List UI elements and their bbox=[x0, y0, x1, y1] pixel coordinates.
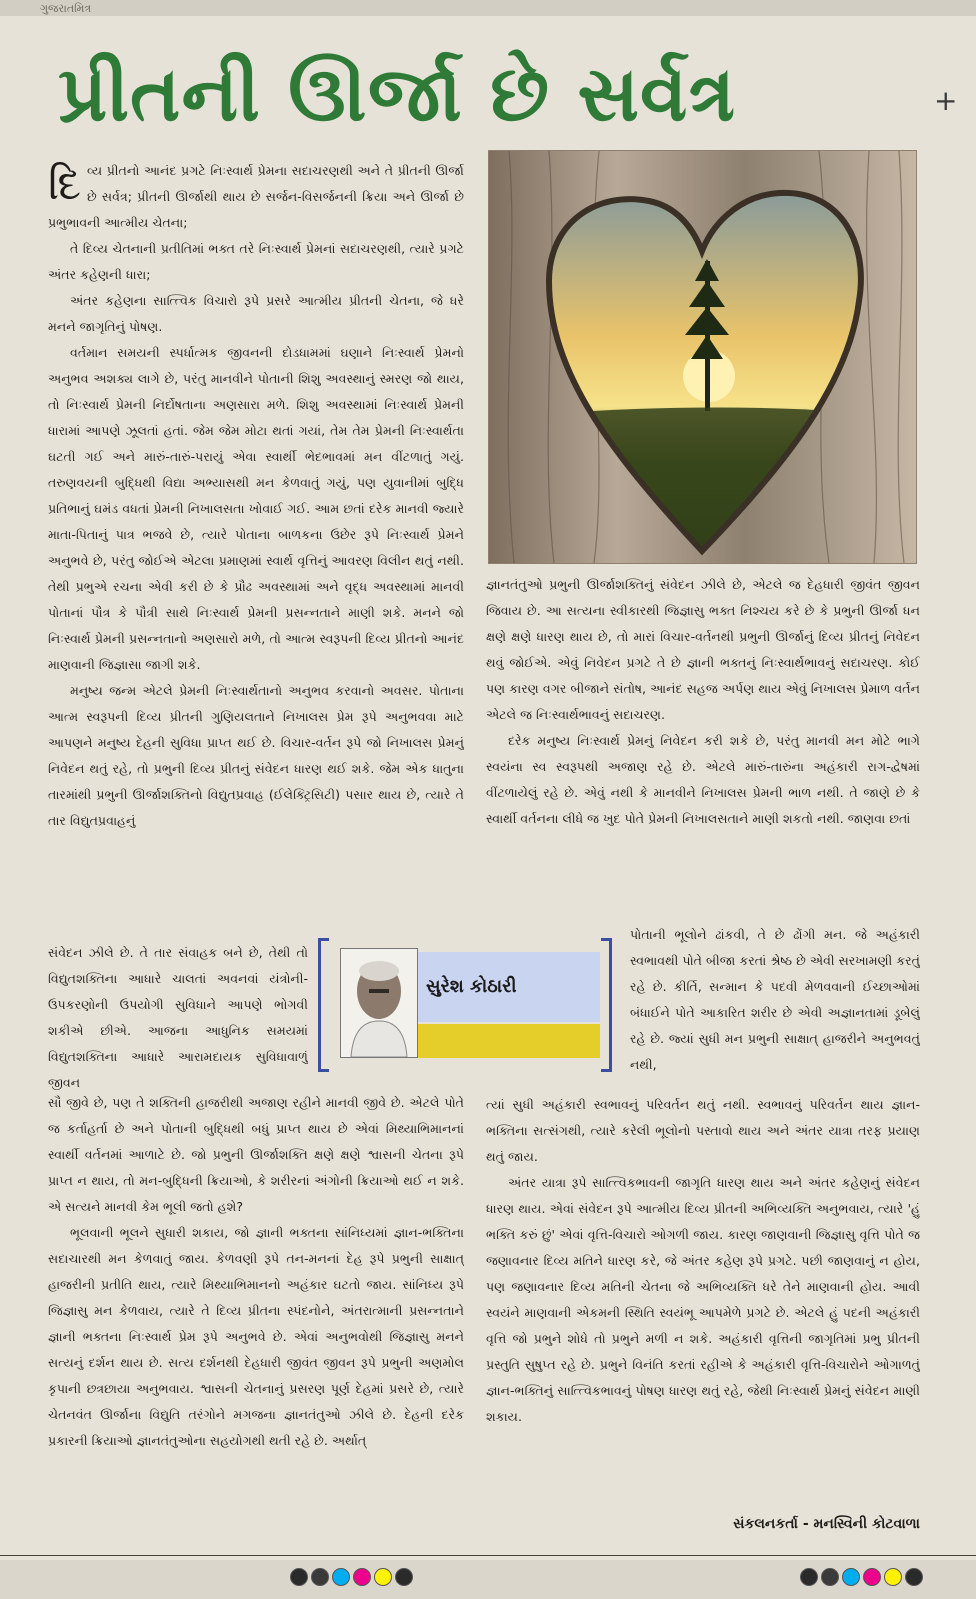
print-dot bbox=[821, 1568, 839, 1586]
article-paragraph: ત્યાં સુધી અહંકારી સ્વભાવનું પરિવર્તન થતું નથી. સ્વભાવનું પરિવર્તન થાય જ્ઞાન-ભક્તિના સત્સંગથી, ત્યારે કરેલી ભૂલોનો પસ્તાવો થાય અને અંતર યાત્રા તરફ પ્રયાણ થતું જાય. bbox=[486, 1097, 920, 1164]
article-column-right-narrow bbox=[630, 922, 920, 1092]
article-paragraph: અંતર યાત્રા રૂપે સાત્ત્વિકભાવની જાગૃતિ ધારણ થાય અને અંતર કહેણનું સંવેદન ધારણ થાય. એવાં સંવેદન રૂપે આત્મીય દિવ્ય પ્રીતની અભિવ્યક્તિ અનુભવાય, ત્યારે 'હું ભક્તિ કરું છું' એવાં વૃત્તિ-વિચારો ઓગળી જાય. કારણ જાણવાની જિજ્ઞાસુ વૃત્તિ પોતે જ જણાવનાર દિવ્ય મતિને ધારણ કરે, જે અંતર કહેણ રૂપે પ્રગટે. પછી જાણવાનું ન હોય, પણ જણાવનાર દિવ્ય મતિની ચેતના જે અભિવ્યક્તિ ધરે તેને માણવાની હોય. આવી સ્વયંને માણવાની એકમની સ્થિતિ સ્વયંભૂ આપમેળે પ્રગટે છે. એટલે હું પદની અહંકારી વૃત્તિ જો પ્રભુને શોધે તો પ્રભુને મળી ન શકે. અહંકારી વૃત્તિની જાગૃતિમાં પ્રભુ પ્રીતની પ્રસ્તુતિ સુષુપ્ત રહે છે. પ્રભુને વિનંતિ કરતાં રહીએ કે અહંકારી વૃત્તિ-વિચારોને ઓગાળતું જ્ઞાન-ભક્તિનું સાત્ત્વિકભાવનું પોષણ ધારણ થતું રહે, જેથી નિઃસ્વાર્થ પ્રેમનું સંવેદન માણી શકાય. bbox=[486, 1175, 920, 1424]
article-paragraph: જ્ઞાનતંતુઓ પ્રભુની ઊર્જાશક્તિનું સંવેદન ઝીલે છે, એટલે જ દેહધારી જીવંત જીવન જિવાય છે. આ સત્યના સ્વીકારથી જિજ્ઞાસુ ભક્ત નિશ્ચય કરે છે કે પ્રભુની ઊર્જા ધન ક્ષણે ક્ષણે ધારણ થાય છે, તો મારાં વિચાર-વર્તનથી પ્રભુની ઊર્જાનું દિવ્ય પ્રીતનું નિવેદન થવું જોઈએ. એવું નિવેદન પ્રગટે તે છે જ્ઞાની ભક્તનું નિઃસ્વાર્થભાવનું સદાચરણ. કોઈ પણ કારણ વગર બીજાને સંતોષ, આનંદ સહજ અર્પણ થાય એવું નિખાલસ પ્રેમાળ વર્તન એટલે જ નિઃસ્વાર્થભાવનું સદાચરણ. bbox=[486, 577, 920, 722]
article-paragraph: સંવેદન ઝીલે છે. તે તાર સંવાહક બને છે, તેથી તો વિદ્યુતશક્તિના આધારે ચાલતાં અવનવાં યંત્રોની-ઉપકરણોની ઉપયોગી સુવિધાને આપણે ભોગવી શકીએ છીએ. આજના આધુનિક સમયમાં વિદ્યુતશક્તિના આધારે આરામદાયક સુવિધાવાળું જીવન bbox=[48, 945, 308, 1090]
article-paragraph: મનુષ્ય જન્મ એટલે પ્રેમની નિઃસ્વાર્થતાનો અનુભવ કરવાનો અવસર. પોતાના આત્મ સ્વરૂપની દિવ્ય પ્રીતની ગુણિયલતાને નિખાલસ પ્રેમ રૂપે અનુભવવા માટે આપણને મનુષ્ય દેહની સુવિધા પ્રાપ્ત થઈ છે. વિચાર-વર્તન રૂપે જો નિખાલસ પ્રેમનું નિવેદન થતું રહે, તો પ્રભુની દિવ્ય પ્રીતનું સંવેદન ધારણ થઈ શકે. જેમ એક ધાતુના તારમાંથી પ્રભુની ઊર્જાશક્તિનો વિદ્યુતપ્રવાહ (ઈલેક્ટ્રિસિટી) પસાર થાય છે, ત્યારે તે તાર વિદ્યુતપ્રવાહનું bbox=[48, 683, 464, 828]
heart-wood-photo bbox=[488, 150, 917, 564]
author-portrait bbox=[340, 948, 418, 1058]
print-dot bbox=[800, 1568, 818, 1586]
dropcap: દિ bbox=[48, 160, 81, 209]
author-name: સુરેશ કોઠારી bbox=[426, 976, 517, 997]
article-paragraph: તે દિવ્ય ચેતનાની પ્રતીતિમાં ભક્ત તરે નિઃસ્વાર્થ પ્રેમનાં સદાચરણથી, ત્યારે પ્રગટે અંતર કહેણની ધારા; bbox=[48, 241, 464, 282]
article-column-left bbox=[48, 158, 464, 938]
print-dot bbox=[842, 1568, 860, 1586]
author-accent-band bbox=[418, 1024, 600, 1058]
article-column-right-bottom bbox=[486, 1092, 920, 1512]
article-column-right-top bbox=[486, 572, 920, 922]
print-dot bbox=[311, 1568, 329, 1586]
author-box bbox=[318, 938, 612, 1066]
print-dot bbox=[863, 1568, 881, 1586]
compiler-credit: સંકલનકર્તા - મનસ્વિની કોટવાળા bbox=[733, 1516, 920, 1532]
print-dot bbox=[884, 1568, 902, 1586]
article-paragraph: ભૂલવાની ભૂલને સુધારી શકાય, જો જ્ઞાની ભક્તના સાંનિધ્યમાં જ્ઞાન-ભક્તિના સદાચારથી મન કેળવાતું જાય. કેળવણી રૂપે તન-મનનાં દેહ રૂપે પ્રભુની સાક્ષાત્ હાજરીની પ્રતીતિ થાય, ત્યારે મિથ્યાભિમાનનો અહંકાર ઘટતો જાય. સાંનિધ્ય રૂપે જિજ્ઞાસુ મન કેળવાય, ત્યારે તે દિવ્ય પ્રીતના સ્પંદનોને, અંતરાત્માની પ્રસન્નતાને જ્ઞાની ભક્તના નિઃસ્વાર્થ પ્રેમ રૂપે અનુભવે છે. એવાં અનુભવોથી જિજ્ઞાસુ મનને સત્યનું દર્શન થાય છે. સત્ય દર્શનથી દેહધારી જીવંત જીવન રૂપે પ્રભુની અણમોલ કૃપાની છત્રછાયા અનુભવાય. શ્વાસની ચેતનાનું પ્રસરણ પૂર્ણ દેહમાં પ્રસરે છે, ત્યારે ચેતનવંત ઊર્જાના વિદ્યુતિ તરંગોને મગજના જ્ઞાનતંતુઓ ઝીલે છે. દેહની દરેક પ્રકારની ક્રિયાઓ જ્ઞાનતંતુઓના સહયોગથી થતી રહે છે. અર્થાત્ bbox=[48, 1225, 464, 1448]
article-paragraph: અંતર કહેણના સાત્ત્વિક વિચારો રૂપે પ્રસરે આત્મીય પ્રીતની ચેતના, જે ધરે મનને જાગૃતિનું પોષણ. bbox=[48, 293, 464, 334]
print-dot bbox=[353, 1568, 371, 1586]
print-color-dots bbox=[800, 1568, 923, 1586]
masthead-strip: ગુજરાતમિત્ર bbox=[0, 0, 976, 16]
print-dot bbox=[332, 1568, 350, 1586]
bottom-rule bbox=[0, 1555, 976, 1556]
article-paragraph: સૌ જીવે છે, પણ તે શક્તિની હાજરીથી અજાણ રહીને માનવી જીવે છે. એટલે પોતે જ કર્તાહર્તા છે અને પોતાની બુદ્ધિથી બધું પ્રાપ્ત થાય છે એવાં મિથ્યાભિમાનનાં સ્વાર્થી વર્તનમાં આળાટે છે. જો પ્રભુની ઊર્જાશક્તિ ક્ષણે ક્ષણે શ્વાસની ચેતના રૂપે પ્રાપ્ત ન થાય, તો મન-બુદ્ધિની ક્રિયાઓ, કે શરીરનાં અંગોની ક્રિયાઓ થઈ ન શકે. એ સત્યને માનવી કેમ ભૂલી જતો હશે? bbox=[48, 1095, 464, 1214]
article-column-left-bottom bbox=[48, 1090, 464, 1550]
article-paragraph: વર્તમાન સમયની સ્પર્ધાત્મક જીવનની દોડધામમાં ઘણાને નિઃસ્વાર્થ પ્રેમનો અનુભવ અશક્ય લાગે છે, પરંતુ માનવીને પોતાની શિશુ અવસ્થાનું સ્મરણ જો થાય, તો નિઃસ્વાર્થ પ્રેમની નિર્દોષતાના અણસારા મળે. શિશુ અવસ્થામાં નિઃસ્વાર્થ પ્રેમની ધારામાં આપણે ઝૂલતાં હતાં. જેમ જેમ મોટા થતાં ગયાં, તેમ તેમ પ્રેમની નિઃસ્વાર્થતા ઘટતી ગઈ અને મારું-તારું-પરાયું એવા સ્વાર્થી ભેદભાવમાં મન વીંટળાતું ગયું. તરુણવયની બુદ્ધિથી વિદ્યા અભ્યાસથી મન કેળવાતું ગયું, પણ યુવાનીમાં બુદ્ધિ પ્રતિભાનું ઘમંડ વધતાં પ્રેમની નિખાલસતા ખોવાઈ ગઈ. આમ છતાં દરેક માનવી જ્યારે માતા-પિતાનું પાત્ર ભજવે છે, ત્યારે પોતાના બાળકના ઉછેર રૂપે નિઃસ્વાર્થ પ્રેમને અનુભવે છે, પરંતુ જોઈએ એટલા પ્રમાણમાં સ્વાર્થ વૃત્તિનું આવરણ વિલીન થતું નથી. તેથી પ્રભુએ રચના એવી કરી છે કે પ્રૌઢ અવસ્થામાં અને વૃદ્ધ અવસ્થામાં માનવી પોતાનાં પૌત્ર કે પૌત્રી સાથે નિઃસ્વાર્થ પ્રેમની પ્રસન્નતાને માણી શકે. મનને જો નિઃસ્વાર્થ પ્રેમની પ્રસન્નતાનો અણસારો મળે, તો આત્મ સ્વરૂપની દિવ્ય પ્રીતનો આનંદ માણવાની જિજ્ઞાસા જાગી શકે. bbox=[48, 345, 464, 672]
author-box-bracket-left bbox=[318, 938, 329, 1072]
print-dot bbox=[374, 1568, 392, 1586]
print-dot bbox=[395, 1568, 413, 1586]
heart-wood-illustration bbox=[489, 151, 916, 563]
article-column-left-narrow bbox=[48, 940, 308, 1090]
author-box-bracket-right bbox=[601, 938, 612, 1072]
article-paragraph: દિવ્ય પ્રીતનો આનંદ પ્રગટે નિઃસ્વાર્થ પ્રેમના સદાચરણથી અને તે પ્રીતની ઊર્જા છે સર્વત્ર; પ્રીતની ઊર્જાથી થાય છે સર્જન-વિસર્જનની ક્રિયા અને ઊર્જા છે પ્રભુભાવની આત્મીય ચેતના; bbox=[48, 160, 464, 230]
print-dot bbox=[905, 1568, 923, 1586]
print-dot bbox=[290, 1568, 308, 1586]
article-paragraph: પોતાની ભૂલોને ઢાંકવી, તે છે ઢોંગી મન. જે અહંકારી સ્વભાવથી પોતે બીજા કરતાં શ્રેષ્ઠ છે એવી સરખામણી કરતું રહે છે. કીર્તિ, સન્માન કે પદવી મેળવવાની ઈચ્છાઓમાં બંધાઈને પોતે આકારિત શરીર છે એવી અજ્ઞાનતામાં ડૂબેલું રહે છે. જ્યાં સુધી મન પ્રભુની સાક્ષાત્ હાજરીને અનુભવતું નથી, bbox=[630, 927, 920, 1072]
author-portrait-illustration bbox=[341, 949, 417, 1057]
registration-mark-icon: + bbox=[934, 84, 958, 117]
article-paragraph: દરેક મનુષ્ય નિઃસ્વાર્થ પ્રેમનું નિવેદન કરી શકે છે, પરંતુ માનવી મન મોટે ભાગે સ્વયંના સ્વ સ્વરૂપથી અજાણ રહે છે. એટલે મારું-તારુંના અહંકારી રાગ-દ્વેષમાં વીંટળાયેલું રહે છે. એવું નથી કે માનવીને નિખાલસ પ્રેમની ભાળ નથી. તે જાણે છે કે સ્વાર્થી વર્તનના લીધે જ ખુદ પોતે પ્રેમની નિખાલસતાને માણી શકતો નથી. જાણવા છતાં bbox=[486, 733, 920, 826]
print-color-dots bbox=[290, 1568, 413, 1586]
headline: પ્રીતની ઊર્જા છે સર્વત્ર bbox=[58, 49, 737, 138]
